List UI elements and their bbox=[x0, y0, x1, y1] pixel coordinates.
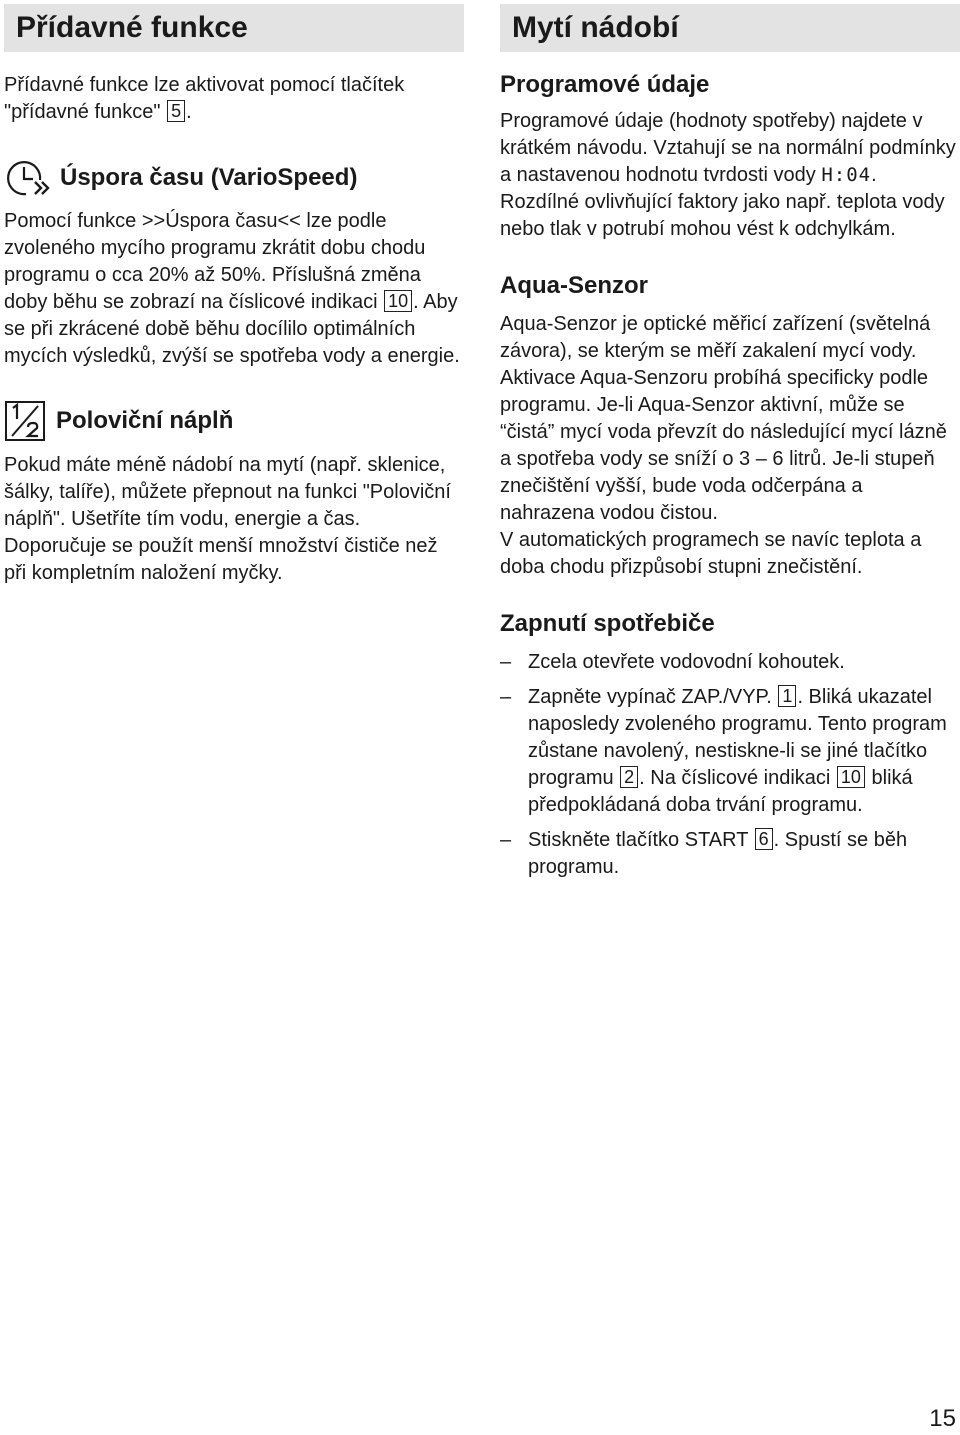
list-item: – Zapněte vypínač ZAP./VYP. 1 . Bliká ukazatel naposledy zvoleného programu. Tento program zůstane navolený, nestiskne-li se jiné tlačítko programu 2 . Na číslicové indikaci 10 bliká předpokládaná doba trvání programu. bbox=[500, 686, 947, 816]
page-number: 15 bbox=[929, 1405, 956, 1432]
key-label-10: 10 bbox=[384, 290, 412, 312]
program-data-title: Programové údaje bbox=[500, 71, 710, 98]
section-header-additional-functions bbox=[4, 4, 464, 52]
key-label-5: 5 bbox=[167, 100, 185, 122]
key-label-6: 6 bbox=[755, 828, 773, 850]
aqua-sensor-text-1: Aqua-Senzor je optické měřicí zařízení (světelná závora), se kterým se měří zakalení mycí vody. bbox=[500, 313, 931, 362]
key-label-10: 10 bbox=[837, 766, 865, 788]
right-column bbox=[500, 0, 960, 889]
variospeed-heading bbox=[4, 156, 464, 200]
program-data-text: Programové údaje (hodnoty spotřeby) najdete v krátkém návodu. Vztahují se na normální podmínky a nastavenou hodnotu tvrdosti vody H:04. Rozdílné ovlivňující faktory jako např. teplota vody nebo tlak v potrubí mohou vést k odchylkám. bbox=[500, 110, 956, 240]
startup-title: Zapnutí spotřebiče bbox=[500, 610, 715, 637]
variospeed-text: Pomocí funkce >>Úspora času<< lze podle zvoleného mycího programu zkrátit dobu chodu programu o cca 20% až 50%. Příslušná změna doby běhu se zobrazí na číslicové indikaci 10 . Aby se při zkrácené době běhu docílilo optimálních mycích výsledků, zvýší se spotřeba vody a energie. bbox=[4, 210, 460, 367]
half-load-title: Poloviční náplň bbox=[56, 407, 234, 434]
left-column bbox=[4, 0, 464, 587]
section-title: Mytí nádobí bbox=[512, 11, 679, 44]
key-label-1: 1 bbox=[778, 685, 796, 707]
list-item: – Stiskněte tlačítko START 6 . Spustí se běh programu. bbox=[500, 829, 908, 878]
variospeed-title: Úspora času (VarioSpeed) bbox=[60, 164, 358, 191]
aqua-sensor-text-3: V automatických programech se navíc teplota a doba chodu přizpůsobí stupni znečistění. bbox=[500, 529, 922, 578]
startup-steps bbox=[500, 649, 960, 881]
list-item: – Zcela otevřete vodovodní kohoutek. bbox=[500, 651, 845, 673]
section-title: Přídavné funkce bbox=[16, 11, 248, 44]
section-header-dishwashing bbox=[500, 4, 960, 52]
clock-fast-forward-icon bbox=[4, 156, 54, 200]
intro-paragraph: Přídavné funkce lze aktivovat pomocí tlačítek "přídavné funkce" 5 . bbox=[4, 74, 405, 123]
key-label-2: 2 bbox=[620, 766, 638, 788]
water-hardness-display: H:04 bbox=[821, 164, 872, 186]
half-load-heading bbox=[4, 400, 464, 442]
aqua-sensor-text-2: Aktivace Aqua-Senzoru probíhá specificky podle programu. Je-li Aqua-Senzor aktivní, může se “čistá” mycí voda převzít do následující mycí lázně a spotřeba vody se sníží o 3 – 6 litrů. Je-li stupeň znečištění vyšší, bude voda odčerpána a nahrazena vodou čistou. bbox=[500, 367, 947, 524]
half-load-icon bbox=[4, 400, 46, 442]
half-load-text: Pokud máte méně nádobí na mytí (např. sklenice, šálky, talíře), můžete přepnout na funkci "Poloviční náplň". Ušetříte tím vodu, energie a čas. Doporučuje se použít menší množství čističe než při kompletním naložení myčky. bbox=[4, 454, 451, 584]
aqua-sensor-title: Aqua-Senzor bbox=[500, 272, 649, 299]
